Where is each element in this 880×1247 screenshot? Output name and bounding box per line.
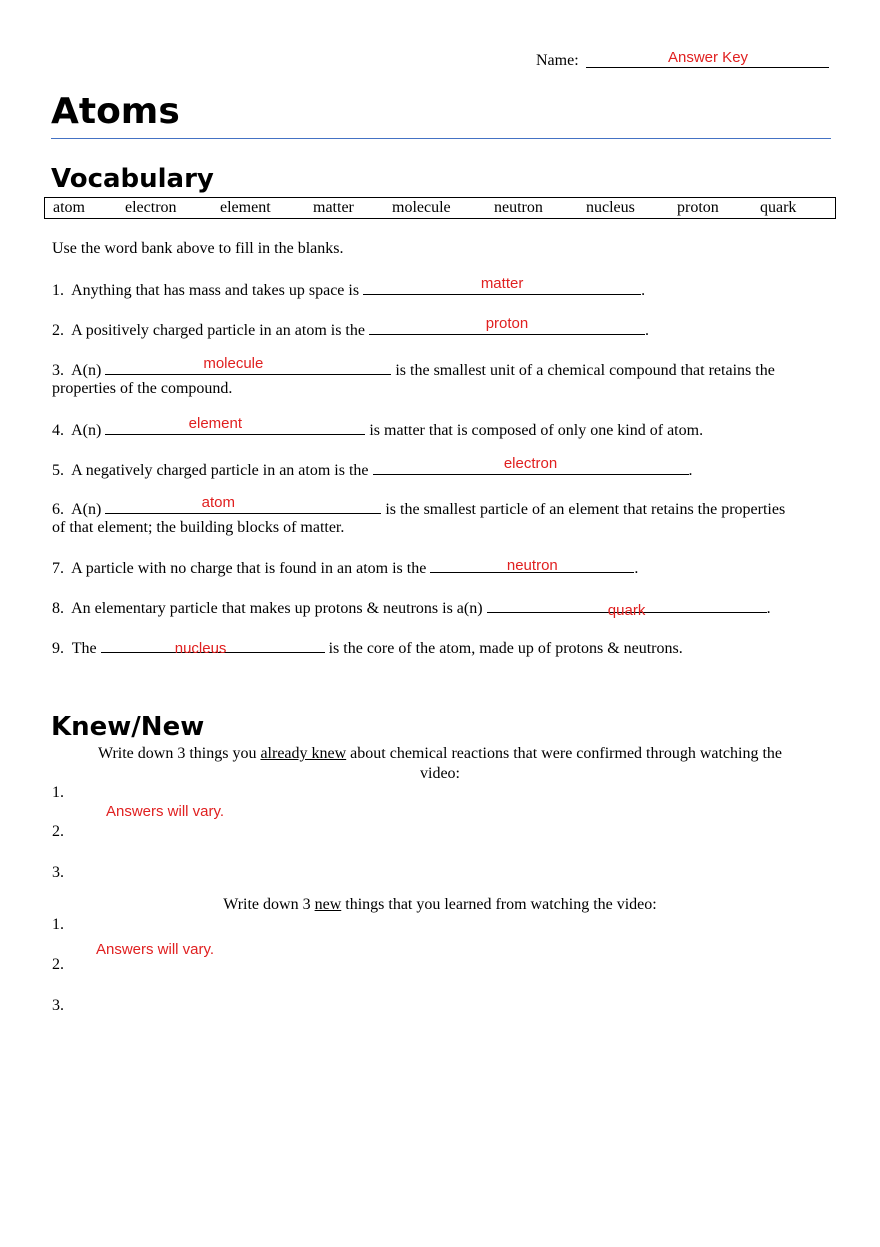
answer-text: matter	[480, 275, 524, 292]
word-bank-item: element	[220, 199, 271, 216]
prompt-text: things that you learned from watching the video:	[345, 896, 657, 913]
question-text: A negatively charged particle in an atom is the	[71, 462, 369, 479]
question-4	[52, 415, 704, 441]
word-bank-item: electron	[125, 199, 177, 216]
question-text: Anything that has mass and takes up space is	[71, 282, 360, 299]
new-prompt	[52, 895, 828, 915]
answer-blank[interactable]	[487, 598, 767, 619]
knew-prompt	[52, 744, 828, 764]
answer-text: nucleus	[174, 640, 227, 657]
answer-blank[interactable]	[105, 415, 365, 435]
question-text: .	[644, 322, 649, 339]
answer-blank[interactable]	[430, 558, 634, 573]
question-3-continued: properties of the compound.	[52, 380, 233, 397]
prompt-emphasis: already knew	[260, 745, 347, 762]
word-bank-item: nucleus	[586, 199, 635, 216]
question-text: A(n)	[71, 422, 102, 439]
answer-blank[interactable]	[373, 455, 689, 475]
question-6	[52, 494, 786, 520]
new-item-2: 2.	[52, 956, 64, 973]
question-text: A positively charged particle in an atom is the	[71, 322, 365, 339]
question-number: 1.	[52, 282, 64, 299]
question-text: is matter that is composed of only one kind of atom.	[369, 422, 704, 439]
prompt-text: Write down 3 things you	[97, 745, 257, 762]
page-title: Atoms	[51, 91, 180, 132]
question-number: 8.	[52, 600, 64, 617]
instructions: Use the word bank above to fill in the blanks.	[52, 240, 344, 257]
answer-text: atom	[201, 494, 236, 511]
question-number: 6.	[52, 501, 64, 518]
new-item-3: 3.	[52, 997, 64, 1014]
question-3	[52, 355, 775, 381]
prompt-emphasis: new	[314, 896, 342, 913]
question-5	[52, 455, 693, 481]
answer-text: quark	[607, 602, 646, 619]
knew-prompt-line2: video:	[420, 765, 460, 782]
name-field[interactable]	[586, 49, 829, 68]
word-bank	[44, 197, 836, 219]
question-8	[52, 598, 771, 619]
question-text: An elementary particle that makes up protons & neutrons is a(n)	[71, 600, 483, 617]
question-text: .	[634, 560, 639, 577]
name-answer: Answer Key	[668, 49, 749, 66]
answer-text: proton	[485, 315, 529, 332]
question-text: A(n)	[71, 362, 102, 379]
question-number: 5.	[52, 462, 64, 479]
question-9	[52, 638, 683, 659]
answer-blank[interactable]	[101, 638, 325, 657]
question-text: is the smallest unit of a chemical compound that retains the	[395, 362, 775, 379]
knew-new-heading: Knew/New	[51, 712, 205, 742]
question-text: is the core of the atom, made up of protons & neutrons.	[328, 640, 683, 657]
question-number: 2.	[52, 322, 64, 339]
question-text: .	[688, 462, 693, 479]
question-number: 3.	[52, 362, 64, 379]
question-text: The	[71, 640, 97, 657]
prompt-text: about chemical reactions that were confirmed through watching the	[350, 745, 783, 762]
question-1	[52, 275, 646, 301]
new-answer: Answers will vary.	[96, 941, 215, 958]
question-7	[52, 558, 638, 579]
question-number: 7.	[52, 560, 64, 577]
word-bank-item: molecule	[392, 199, 451, 216]
vocabulary-heading: Vocabulary	[51, 164, 214, 194]
prompt-text: Write down 3	[223, 896, 311, 913]
new-item-1: 1.	[52, 916, 64, 933]
answer-blank[interactable]	[105, 355, 391, 375]
title-rule	[51, 138, 831, 139]
word-bank-item: atom	[53, 199, 85, 216]
question-text: .	[641, 282, 646, 299]
answer-text: molecule	[203, 355, 264, 372]
word-bank-item: proton	[677, 199, 719, 216]
name-label: Name:	[536, 52, 579, 69]
answer-blank[interactable]	[369, 315, 645, 335]
knew-answer: Answers will vary.	[106, 803, 225, 820]
question-number: 9.	[52, 640, 64, 657]
question-number: 4.	[52, 422, 64, 439]
answer-blank[interactable]	[105, 494, 381, 514]
knew-item-3: 3.	[52, 864, 64, 881]
question-text: is the smallest particle of an element that retains the properties	[385, 501, 786, 518]
word-bank-item: matter	[313, 199, 354, 216]
answer-text: element	[188, 415, 243, 432]
question-text: A particle with no charge that is found in an atom is the	[71, 560, 427, 577]
knew-item-1: 1.	[52, 784, 64, 801]
answer-blank[interactable]	[363, 275, 641, 295]
answer-text: neutron	[506, 557, 558, 574]
question-6-continued: of that element; the building blocks of matter.	[52, 519, 345, 536]
question-2	[52, 315, 649, 341]
word-bank-item: neutron	[494, 199, 543, 216]
question-text: .	[766, 600, 771, 617]
word-bank-item: quark	[760, 199, 797, 216]
question-text: A(n)	[71, 501, 102, 518]
knew-item-2: 2.	[52, 823, 64, 840]
answer-text: electron	[503, 455, 558, 472]
